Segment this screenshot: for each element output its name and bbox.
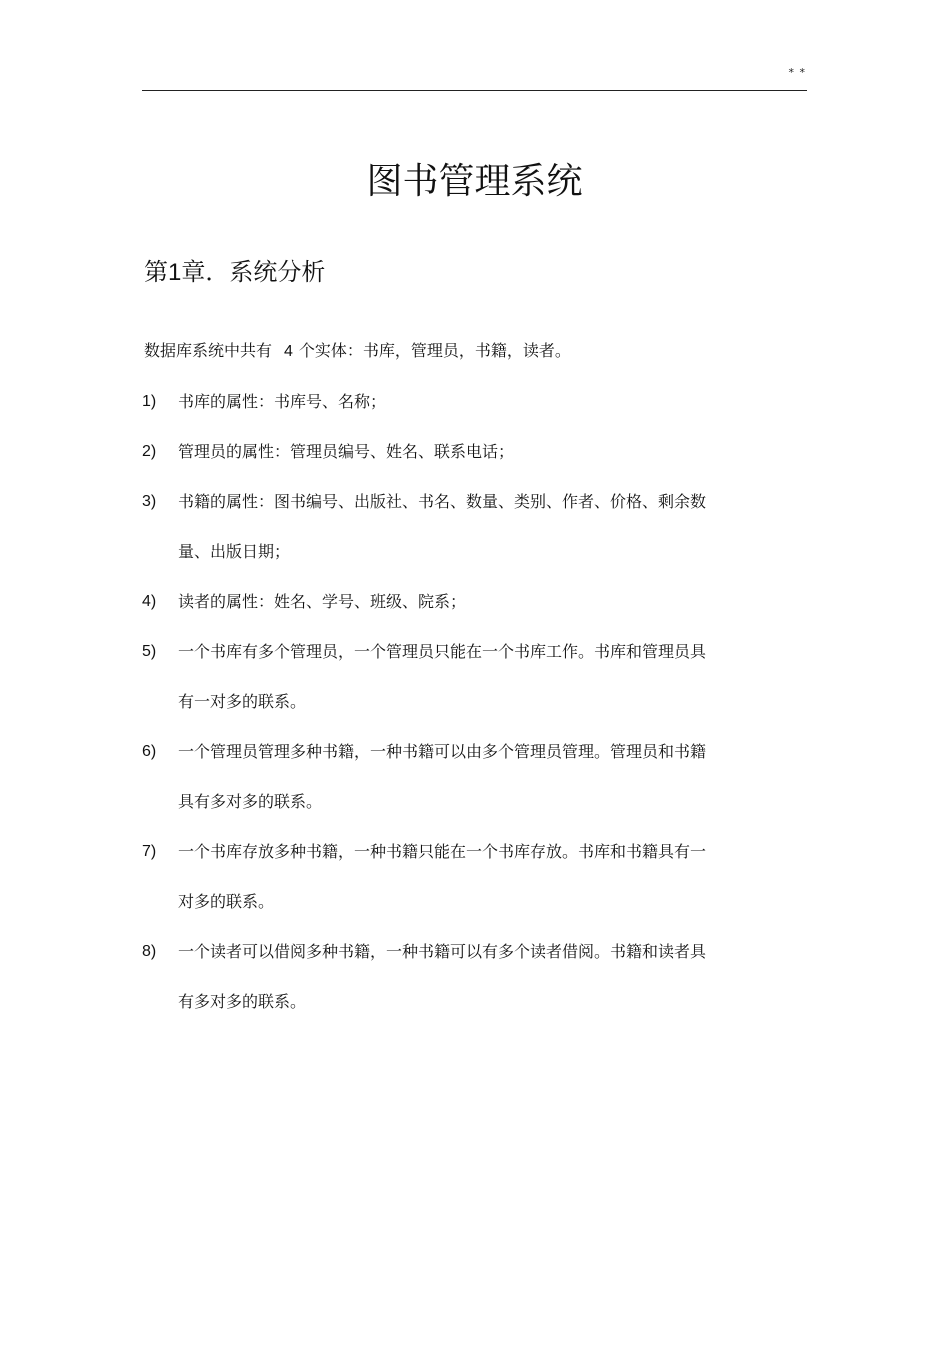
intro-after: 个实体：书库，管理员，书籍，读者。	[298, 341, 571, 360]
item-number: 6)	[142, 743, 157, 760]
item-text	[178, 737, 782, 817]
item-line2: 有多对多的联系。	[178, 992, 307, 1011]
document-title: 图书管理系统	[366, 161, 583, 202]
intro-paragraph	[144, 336, 571, 367]
intro-before: 数据库系统中共有	[144, 341, 273, 360]
list-item	[142, 937, 782, 1017]
list-item	[142, 837, 782, 917]
item-line1: 读者的属性：姓名、学号、班级、院系；	[178, 592, 467, 611]
item-line2: 具有多对多的联系。	[178, 792, 323, 811]
item-line1: 书库的属性：书库号、名称；	[178, 392, 387, 411]
item-line1: 一个管理员管理多种书籍，一种书籍可以由多个管理员管理。管理员和书籍	[178, 742, 707, 761]
list-item	[142, 587, 782, 617]
item-line1: 书籍的属性：图书编号、出版社、书名、数量、类别、作者、价格、剩余数	[178, 492, 707, 511]
item-number: 4)	[142, 593, 157, 610]
chapter-prefix: 第	[144, 258, 168, 286]
list-item	[142, 637, 782, 717]
list-item	[142, 437, 782, 467]
header-rule	[142, 90, 807, 91]
item-text	[178, 587, 782, 617]
header-mark: * *	[788, 66, 806, 79]
item-text	[178, 637, 782, 717]
item-text	[178, 487, 782, 567]
requirement-list	[142, 387, 782, 1037]
list-item	[142, 487, 782, 567]
chapter-number: 1	[168, 259, 182, 286]
item-number: 1)	[142, 393, 157, 410]
list-item	[142, 387, 782, 417]
item-number: 5)	[142, 643, 157, 660]
item-text	[178, 387, 782, 417]
item-line1: 管理员的属性：管理员编号、姓名、联系电话；	[178, 442, 515, 461]
item-text	[178, 437, 782, 467]
item-line2: 有一对多的联系。	[178, 692, 307, 711]
entity-count: 4	[284, 343, 293, 360]
item-number: 2)	[142, 443, 157, 460]
item-line1: 一个读者可以借阅多种书籍，一种书籍可以有多个读者借阅。书籍和读者具	[178, 942, 707, 961]
item-number: 8)	[142, 943, 157, 960]
item-line2: 量、出版日期；	[178, 542, 291, 561]
item-number: 7)	[142, 843, 157, 860]
item-line1: 一个书库存放多种书籍，一种书籍只能在一个书库存放。书库和书籍具有一	[178, 842, 707, 861]
chapter-heading	[144, 254, 325, 291]
item-number: 3)	[142, 493, 157, 510]
item-text	[178, 837, 782, 917]
list-item	[142, 737, 782, 817]
item-line1: 一个书库有多个管理员，一个管理员只能在一个书库工作。书库和管理员具	[178, 642, 707, 661]
chapter-suffix: 章．系统分析	[181, 258, 326, 286]
item-text	[178, 937, 782, 1017]
item-line2: 对多的联系。	[178, 892, 275, 911]
